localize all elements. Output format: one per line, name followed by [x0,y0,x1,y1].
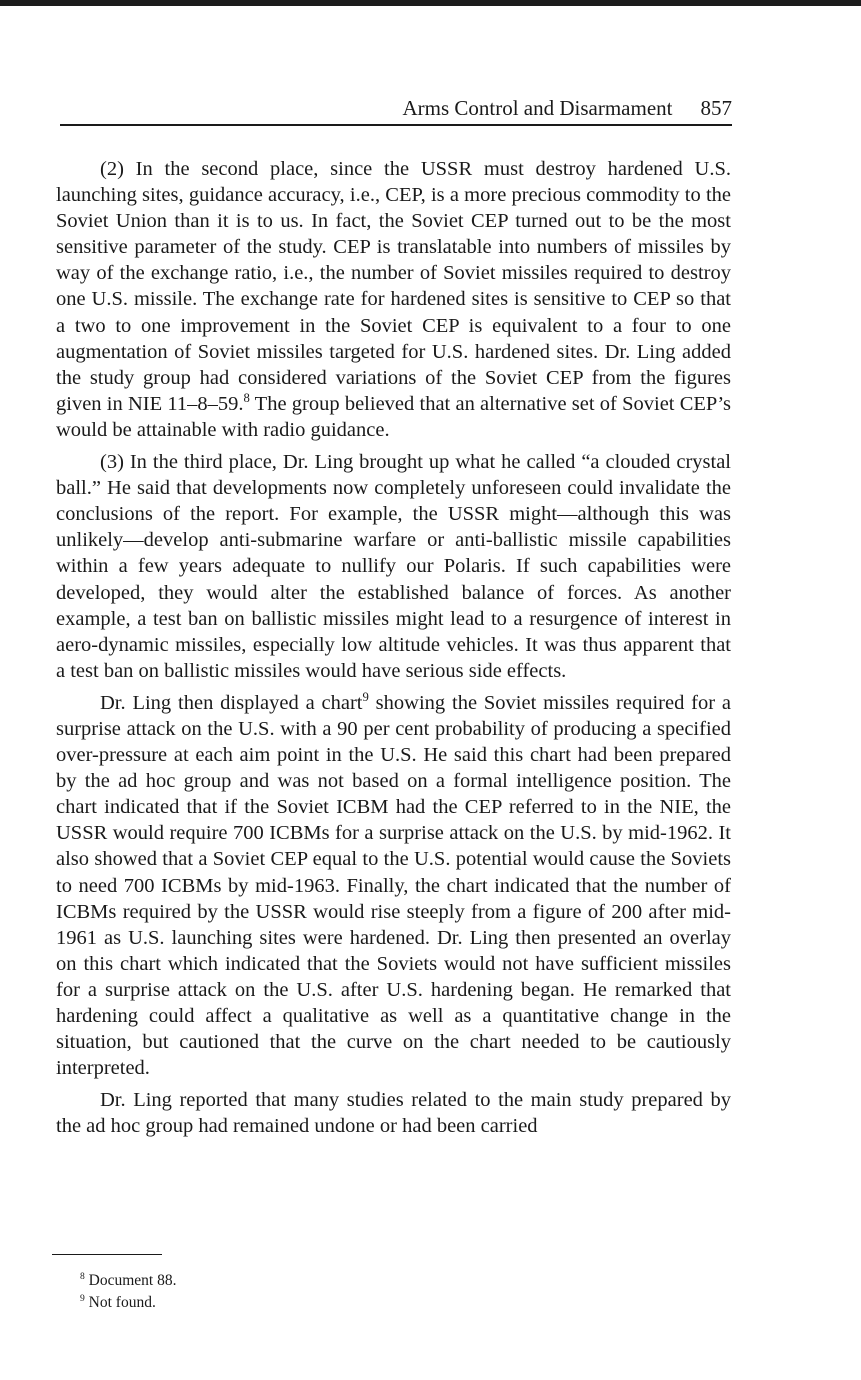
body-text [56,156,731,1145]
footnote-ref: 9 [362,690,369,705]
paragraph-text: (3) In the third place, Dr. Ling brought up what he called “a clouded crystal ball.” He said that developments now completely unforeseen could invalidate the conclusions of the report. For example, the USSR might—although this was unlikely—develop anti-submarine warfare or anti-ballistic missile capabilities within a few years adequate to nullify our Polaris. If such capabilities were developed, they would alter the established balance of forces. As another example, a test ban on ballistic missiles might lead to a resurgence of interest in aero-dynamic missiles, especially low altitude vehicles. It was thus apparent that a test ban on ballistic missiles would have serious side effects. [56,451,731,682]
paragraph-text: Dr. Ling then displayed a chart [100,691,363,714]
footnotes [80,1270,177,1314]
footnote-text: Not found. [84,1294,156,1311]
paragraph [56,449,731,684]
footnote-mark: 9 [80,1292,85,1304]
paragraph-text: (2) In the second place, since the USSR must destroy hardened U.S. launching sites, guidance accuracy, i.e., CEP, is a more precious commodity to the Soviet Union than it is to us. In fact, the Soviet CEP turned out to be the most sensitive parameter of the study. CEP is translatable into numbers of missiles by way of the exchange ratio, i.e., the number of Soviet missiles required to destroy one U.S. missile. The exchange rate for hardened sites is sensitive to CEP so that a two to one improvement in the Soviet CEP is equivalent to a four to one augmentation of Soviet missiles targeted for U.S. hardened sites. Dr. Ling added the study group had considered variations of the Soviet CEP from the figures given in NIE 11–8–59. [56,158,731,415]
paragraph [56,156,731,443]
footnote-text: Document 88. [84,1272,177,1289]
page-number: 857 [700,96,732,120]
paragraph [56,1087,731,1139]
running-title: Arms Control and Disarmament [402,96,673,120]
paragraph-text: showing the Soviet missiles required for a surprise attack on the U.S. with a 90 per cent probability of producing a specified over-pressure at each aim point in the U.S. He said this chart had been prepared by the ad hoc group and was not based on a formal intelligence position. The chart indicated that if the Soviet ICBM had the CEP referred to in the NIE, the USSR would require 700 ICBMs for a surprise attack on the U.S. by mid-1962. It also showed that a Soviet CEP equal to the U.S. potential would cause the Soviets to need 700 ICBMs by mid-1963. Finally, the chart indicated that the number of ICBMs required by the USSR would rise steeply from a figure of 200 after mid-1961 as U.S. launching sites were hardened. Dr. Ling then presented an overlay on this chart which indicated that the Soviets would not have sufficient missiles for a surprise attack on the U.S. after U.S. hardening began. He remarked that hardening could affect a qualitative as well as a quantitative change in the situation, but cautioned that the curve on the chart needed to be cautiously interpreted. [56,691,731,1080]
paragraph-text: Dr. Ling reported that many studies related to the main study prepared by the ad hoc group had remained undone or had been carried [56,1089,731,1138]
footnote-rule [52,1254,162,1255]
footnote-ref: 8 [243,391,250,406]
paragraph [56,690,731,1081]
footnote-mark: 8 [80,1270,85,1282]
running-header [60,92,732,126]
footnote [80,1270,177,1292]
scan-edge [0,0,861,6]
paragraph-text: The group believed that an alternative set of Soviet CEP’s would be attainable with radio guidance. [56,392,731,441]
footnote [80,1292,177,1314]
